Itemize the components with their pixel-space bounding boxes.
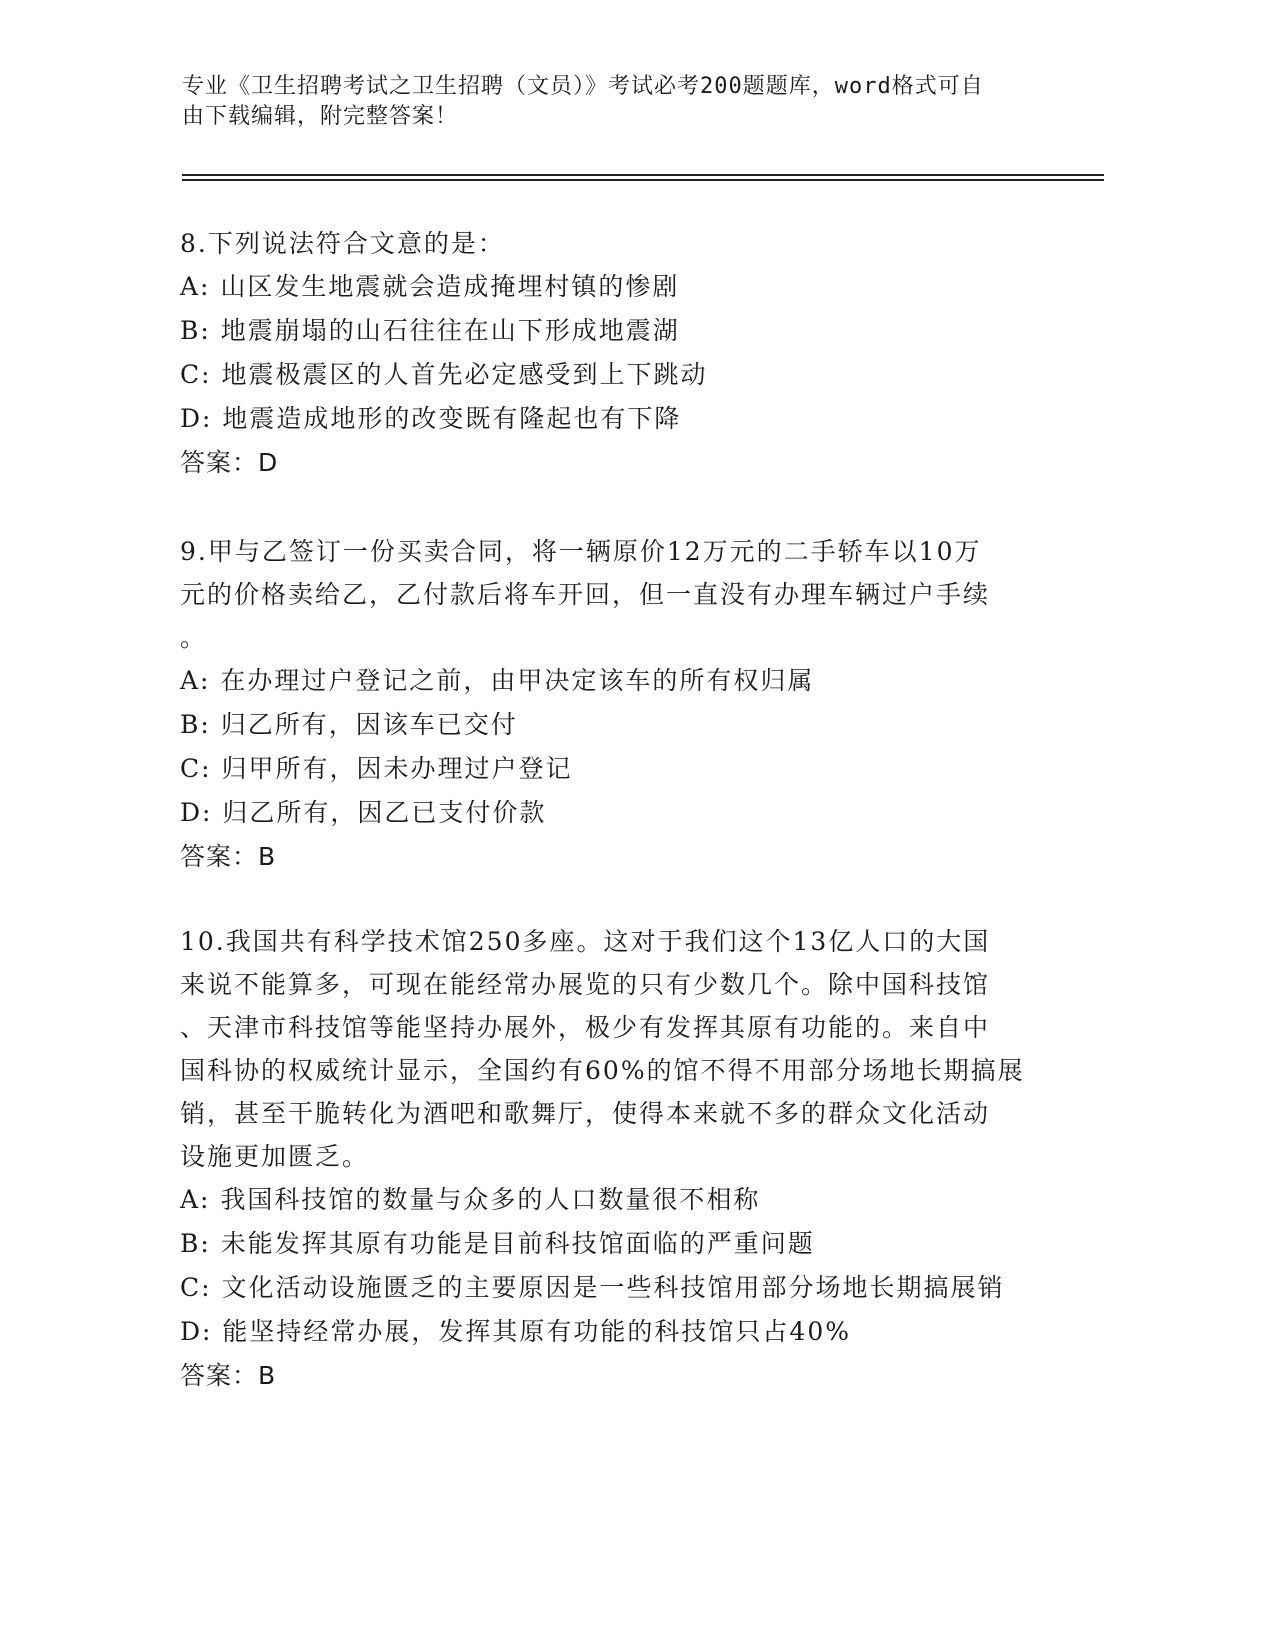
question-stem-line: 销，甚至干脆转化为酒吧和歌舞厅，使得本来就不多的群众文化活动 [180,1099,991,1128]
option-a: A: 我国科技馆的数量与众多的人口数量很不相称 [180,1185,761,1214]
option-b: B: 地震崩塌的山石往往在山下形成地震湖 [180,316,680,345]
option-a: A: 在办理过户登记之前，由甲决定该车的所有权归属 [180,666,815,695]
question-stem-line: 国科协的权威统计显示，全国约有60%的馆不得不用部分场地长期搞展 [180,1056,1025,1085]
question-stem: 8.下列说法符合文意的是： [180,229,505,258]
header-line-2: 由下载编辑，附完整答案！ [182,104,459,129]
option-a: A: 山区发生地震就会造成掩埋村镇的惨剧 [180,272,680,301]
question-10 [180,920,1040,1398]
question-stem-line: 元的价格卖给乙，乙付款后将车开回，但一直没有办理车辆过户手续 [180,580,991,609]
question-8 [180,222,1040,485]
question-stem-line: 10.我国共有科学技术馆250多座。这对于我们这个13亿人口的大国 [180,927,991,956]
question-stem-line: 9.甲与乙签订一份买卖合同，将一辆原价12万元的二手轿车以10万 [180,537,982,566]
header-line-1: 专业《卫生招聘考试之卫生招聘（文员）》考试必考200题题库，word格式可自 [182,74,984,99]
question-stem-line: 。 [180,623,208,652]
question-stem-line: 来说不能算多，可现在能经常办展览的只有少数几个。除中国科技馆 [180,970,991,999]
option-c: C: 文化活动设施匮乏的主要原因是一些科技馆用部分场地长期搞展销 [180,1273,1005,1302]
option-d: D: 归乙所有，因乙已支付价款 [180,798,547,827]
answer-label: 答案：D [180,448,279,477]
header-divider-top [182,174,1104,176]
answer-label: 答案：B [180,1361,277,1390]
question-stem-line: 、天津市科技馆等能坚持办展外，极少有发挥其原有功能的。来自中 [180,1013,991,1042]
option-d: D: 能坚持经常办展，发挥其原有功能的科技馆只占40% [180,1317,851,1346]
question-stem-line: 设施更加匮乏。 [180,1142,370,1171]
option-c: C: 地震极震区的人首先必定感受到上下跳动 [180,360,708,389]
option-c: C: 归甲所有，因未办理过户登记 [180,754,573,783]
question-9 [180,530,1040,879]
option-b: B: 归乙所有，因该车已交付 [180,710,518,739]
document-header [182,72,1062,132]
answer-label: 答案：B [180,842,277,871]
option-b: B: 未能发挥其原有功能是目前科技馆面临的严重问题 [180,1229,815,1258]
header-divider-bottom [182,179,1104,181]
option-d: D: 地震造成地形的改变既有隆起也有下降 [180,404,682,433]
